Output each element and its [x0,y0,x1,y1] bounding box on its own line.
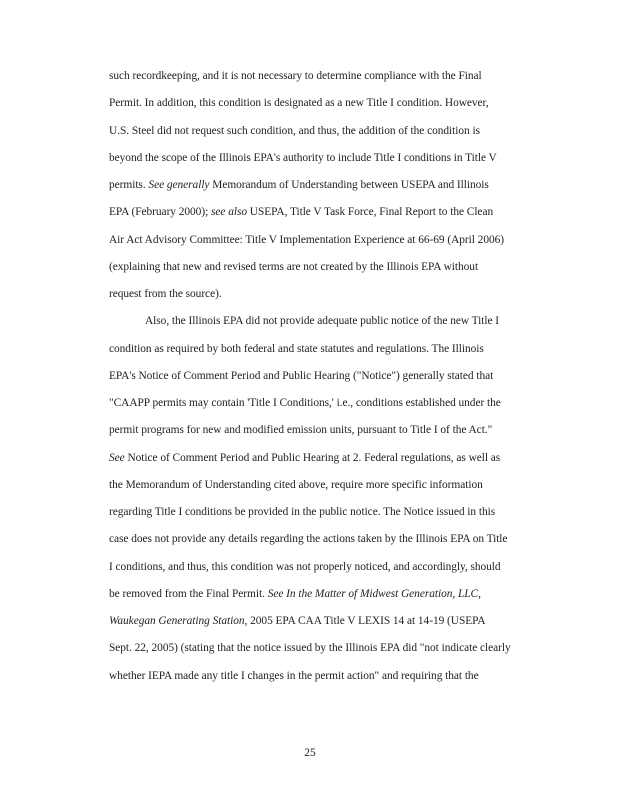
text-line [109,478,539,492]
text-segment: I conditions, and thus, this condition was not properly noticed, and accordingly, should [109,560,501,573]
text-line [109,560,539,574]
italic-text: See generally [148,179,210,191]
text-segment: U.S. Steel did not request such condition, and thus, the addition of the condition is [109,124,480,137]
text-segment: Memorandum of Understanding between USEPA and Illinois [209,179,489,191]
text-segment: case does not provide any details regarding the actions taken by the Illinois EPA on Title [109,533,508,546]
text-line [109,423,539,437]
text-line [109,614,539,628]
text-line [109,532,539,546]
text-line [109,342,539,356]
text-segment: Notice of Comment Period and Public Hearing at 2. Federal regulations, as well as [124,451,501,464]
text-line [145,314,575,328]
text-line [109,669,539,683]
italic-text: See In the Matter of Midwest Generation, LLC, [267,587,481,600]
text-segment: the Memorandum of Understanding cited above, require more specific information [109,478,483,491]
text-segment: EPA's Notice of Comment Period and Public Hearing ("Notice") generally stated that [109,369,494,382]
text-segment: , 2005 EPA CAA Title V LEXIS 14 at 14-19 (USEPA [244,615,486,627]
italic-text: See [109,451,125,464]
italic-text: see also [211,206,247,219]
text-line [109,124,539,138]
text-line [109,587,539,601]
text-segment: USEPA, Title V Task Force, Final Report to the Clean [246,206,494,219]
text-line [109,96,539,110]
text-segment: "CAAPP permits may contain 'Title I Conditions,' i.e., conditions established under the [109,397,501,409]
text-segment: request from the source). [109,288,222,300]
text-segment: (explaining that new and revised terms are not created by the Illinois EPA without [109,260,479,273]
text-line [109,151,539,165]
text-line [109,69,539,83]
text-line [109,178,539,192]
text-line [109,451,539,465]
text-line [109,505,539,519]
text-segment: condition as required by both federal and state statutes and regulations. The Illinois [109,342,484,355]
text-line [109,205,539,219]
text-line [109,233,539,247]
text-segment: EPA (February 2000); [109,206,211,219]
text-line [109,641,539,655]
text-segment: regarding Title I conditions be provided in the public notice. The Notice issued in this [109,506,496,518]
text-segment: Also, the Illinois EPA did not provide adequate public notice of the new Title I [145,315,500,328]
text-segment: Air Act Advisory Committee: Title V Implementation Experience at 66-69 (April 2006) [109,233,504,246]
text-segment: whether IEPA made any title I changes in the permit action" and requiring that the [109,669,479,682]
text-segment: beyond the scope of the Illinois EPA's authority to include Title I conditions in Title V [109,151,497,164]
text-line [109,260,539,274]
italic-text: Waukegan Generating Station [109,615,245,627]
text-segment: Sept. 22, 2005) (stating that the notice issued by the Illinois EPA did "not indicate clearly [109,642,511,655]
page-number: 25 [304,747,316,759]
text-line [109,287,539,301]
text-segment: permits. [109,179,149,191]
text-line [109,369,539,383]
text-segment: Permit. In addition, this condition is designated as a new Title I condition. However, [109,97,489,110]
text-segment: be removed from the Final Permit. [109,587,268,600]
text-segment: permit programs for new and modified emission units, pursuant to Title I of the Act." [109,424,493,437]
text-segment: such recordkeeping, and it is not necessary to determine compliance with the Final [109,70,482,82]
text-line [109,396,539,410]
